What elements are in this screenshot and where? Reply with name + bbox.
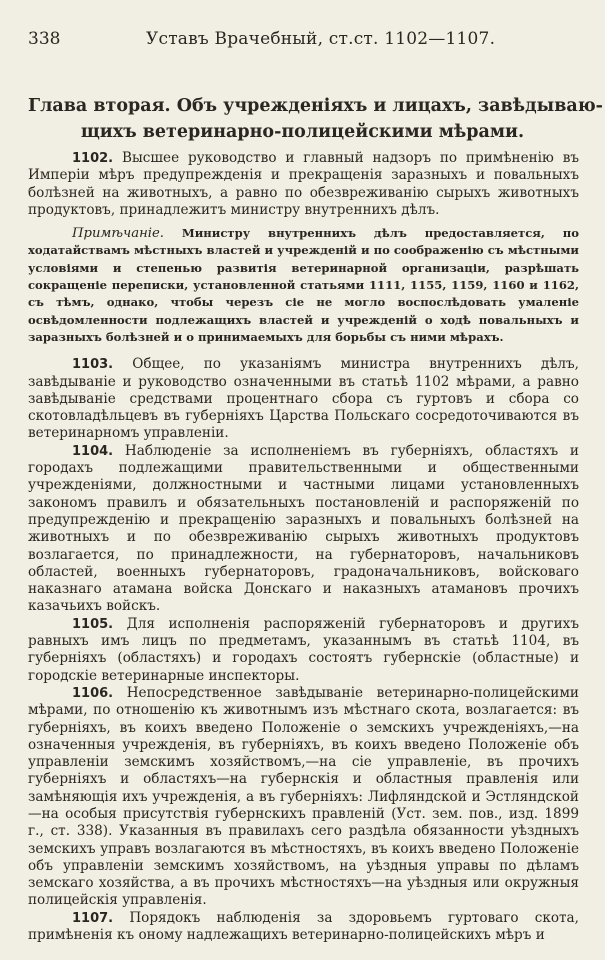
article-number: 1106.	[72, 685, 114, 701]
article-number: 1107.	[72, 910, 114, 926]
article-1103	[28, 356, 579, 442]
article-number: 1102.	[72, 151, 114, 166]
note-label: Примѣчаніе.	[72, 226, 164, 242]
page-header	[28, 28, 577, 50]
chapter-heading-line-2: щихъ ветеринарно-полицейскими мѣрами.	[80, 122, 525, 142]
article-1102	[28, 150, 579, 219]
article-text: Общее, по указаніямъ министра внутреннихъ дѣлъ, завѣдываніе и руководство означенными въ статьѣ 1102 мѣрами, а равно завѣдываніе средствами процентнаго сбора съ гуртовъ и сбора со скотовладѣльцевъ въ губерніяхъ Царства Польскаго сосредоточиваются въ ветеринарномъ управленіи.	[28, 356, 579, 442]
article-body	[28, 150, 579, 944]
article-number: 1105.	[72, 616, 114, 632]
article-text: Порядокъ наблюденія за здоровьемъ гуртоваго скота, примѣненія къ оному надлежащихъ ветеринарно-полицейскихъ мѣръ и	[28, 909, 579, 944]
article-1107	[28, 910, 579, 945]
article-1104	[28, 443, 579, 616]
article-text: Непосредственное завѣдываніе ветеринарно-полицейскими мѣрами, по отношенію къ животнымъ изъ мѣстнаго скота, возлагается: въ губерніяхъ, въ коихъ введено Положеніе о земскихъ учрежденіяхъ,—на означенныя учрежденія, въ губерніяхъ, въ коихъ введено Положеніе объ управленіи земскимъ хозяйствомъ,—на сіе управленіе, въ прочихъ губерніяхъ и областяхъ—на губернскія и областныя правленія или замѣняющія ихъ учрежденія, а въ губерніяхъ: Лифляндской и Эстляндской—на особыя присутствія губернскихъ правленій (Уст. зем. пов., изд. 1899 г., ст. 338). Указанныя въ правилахъ сего раздѣла обязанности уѣздныхъ земскихъ управъ возлагаются въ мѣстностяхъ, въ коихъ введено Положеніе объ управленіи земскимъ хозяйствомъ, на уѣздныя управы по дѣламъ земскаго хозяйства, а въ прочихъ мѣстностяхъ—на уѣздныя или окружныя полицейскія управленія.	[28, 684, 579, 909]
article-1105	[28, 616, 579, 685]
article-1106	[28, 685, 579, 910]
article-text: Для исполненія распоряженій губернаторовъ и другихъ равныхъ имъ лицъ по предметамъ, указаннымъ въ статьѣ 1104, въ губерніяхъ (областяхъ) и городахъ состоятъ губернскіе (областные) и городскіе ветеринарные инспекторы.	[28, 615, 579, 684]
article-number: 1104.	[72, 443, 114, 459]
article-text: Наблюденіе за исполненіемъ въ губерніяхъ, областяхъ и городахъ подлежащими правительственными и общественными учрежденіями, должностными и частными лицами установленныхъ закономъ правилъ и обязательныхъ постановленій и распоряженій по предупрежденію и прекращенію заразныхъ и повальныхъ болѣзней на животныхъ и по обезвреживанію сырыхъ животныхъ продуктовъ возлагается, по принадлежности, на губернаторовъ, начальниковъ областей, военныхъ губернаторовъ, градоначальниковъ, войсковаго наказнаго атамана войска Донскаго и наказныхъ атамановъ прочихъ казачьихъ войскъ.	[28, 442, 579, 615]
page-number: 338	[28, 29, 61, 49]
chapter-heading	[28, 93, 603, 145]
running-title: Уставъ Врачебный, ст.ст. 1102—1107.	[146, 29, 496, 49]
note-text: Министру внутреннихъ дѣлъ предоставляется, по ходатайствамъ мѣстныхъ властей и учрежденій и по соображенію съ мѣстными условіями и степенью развитія ветеринарной организаціи, разрѣшать сокращеніе переписки, установленной статьями 1111, 1155, 1159, 1160 и 1162, съ тѣмъ, однако, чтобы черезъ сіе не могло воспослѣдовать умаленіе освѣдомленности подлежащихъ властей и учрежденій о ходѣ повальныхъ и заразныхъ болѣзней и о принимаемыхъ для борьбы съ ними мѣрахъ.	[28, 226, 579, 344]
article-number: 1103.	[72, 357, 114, 373]
article-1102-note	[28, 225, 579, 346]
chapter-heading-line-1: Глава вторая. Объ учрежденіяхъ и лицахъ, завѣдываю-	[28, 96, 603, 116]
article-text: Высшее руководство и главный надзоръ по примѣненію въ Имперіи мѣръ предупрежденія и прекращенія заразныхъ и повальныхъ болѣзней на животныхъ, а равно по обезвреживанію сырыхъ животныхъ продуктовъ, принадлежитъ министру внутреннихъ дѣлъ.	[28, 150, 579, 218]
